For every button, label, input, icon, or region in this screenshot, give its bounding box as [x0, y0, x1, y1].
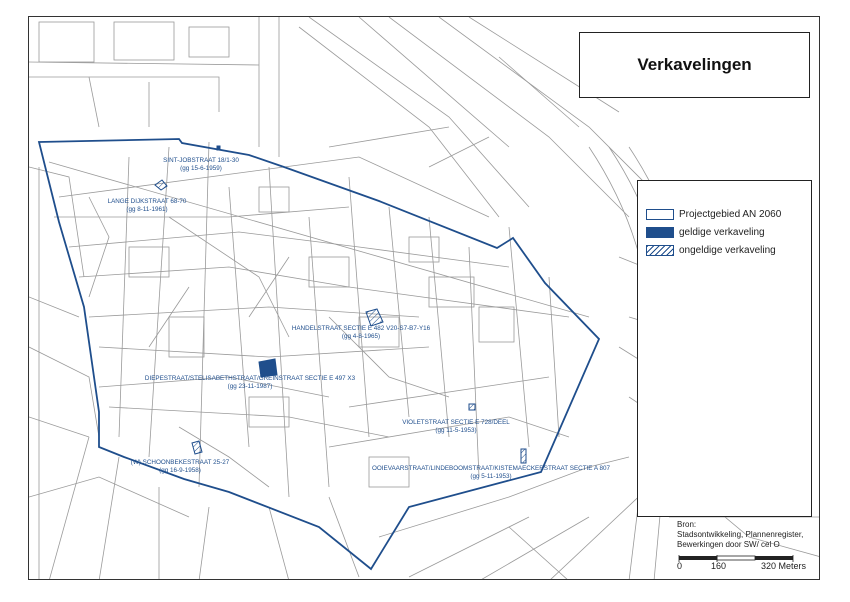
label-violetstraat-name: VIOLETSTRAAT SECTIE E 728/DEEL [402, 419, 510, 426]
source-line: Bron: [677, 520, 697, 529]
label-handelstraat-date: (gg 4-8-1965) [341, 333, 381, 340]
label-sint-jobstraat-name: SINT-JOBSTRAAT 18/1-30 [163, 157, 239, 164]
label-ooievaarstraat-name: OOIEVAARSTRAAT/LINDEBOOMSTRAAT/KISTEMAECKERSTRAAT SECTIE A 807 [371, 465, 611, 472]
legend-label: geldige verkaveling [679, 226, 765, 238]
parcel-sint-jobstraat[interactable] [217, 146, 220, 150]
legend-hatched-swatch [646, 245, 674, 256]
source-note [677, 520, 803, 550]
legend-item-projectgebied [646, 207, 781, 221]
scale-tick-label: 320 Meters [761, 561, 807, 571]
label-diepestraat-date: (gg 23-11-1987) [227, 383, 273, 390]
legend-label: ongeldige verkaveling [679, 244, 776, 256]
label-handelstraat-name: HANDELSTRAAT SECTIE E 482 V20-S7-B7-Y16 [291, 325, 431, 332]
source-line: Bewerkingen door SW/ cel O [677, 540, 780, 549]
label-schoonbekestraat-date: (gg 16-9-1958) [159, 467, 201, 474]
source-line: Stadsontwikkeling, Plannenregister, [677, 530, 804, 539]
scale-tick-label: 160 [711, 561, 727, 571]
legend-panel [637, 180, 812, 517]
label-lange-dijkstraat-name: LANGE DIJKSTRAAT 68-70 [107, 198, 187, 205]
scale-tick-label: 0 [677, 561, 683, 571]
parcel-handelstraat[interactable] [366, 309, 383, 326]
label-violetstraat-date: (gg 11-5-1953) [435, 427, 477, 434]
parcel-lange-dijkstraat[interactable] [155, 180, 167, 190]
label-schoonbekestraat-name: (W) SCHOONBEKESTRAAT 25-27 [130, 459, 230, 466]
parcel-violetstraat[interactable] [469, 404, 475, 410]
map-title: Verkavelingen [637, 55, 752, 74]
parcels [155, 146, 526, 463]
legend-item-geldig [646, 225, 765, 239]
label-ooievaarstraat-date: (gg 5-11-1953) [470, 473, 512, 480]
label-sint-jobstraat-date: (gg 15-6-1959) [180, 165, 222, 172]
map-title-box [579, 32, 810, 98]
parcel-ooievaarstraat[interactable] [521, 449, 526, 463]
label-lange-dijkstraat-date: (gg 8-11-1961) [126, 206, 168, 213]
legend-label: Projectgebied AN 2060 [679, 208, 782, 220]
legend-solid-swatch [646, 227, 674, 238]
map-frame [28, 16, 820, 580]
scale-bar [677, 555, 817, 575]
legend-outline-swatch [646, 209, 674, 220]
legend-item-ongeldig [646, 243, 776, 257]
label-diepestraat-name: DIEPESTRAAT/STELISABETHSTRAAT/GREINSTRAAT SECTIE E 497 X3 [144, 375, 356, 382]
